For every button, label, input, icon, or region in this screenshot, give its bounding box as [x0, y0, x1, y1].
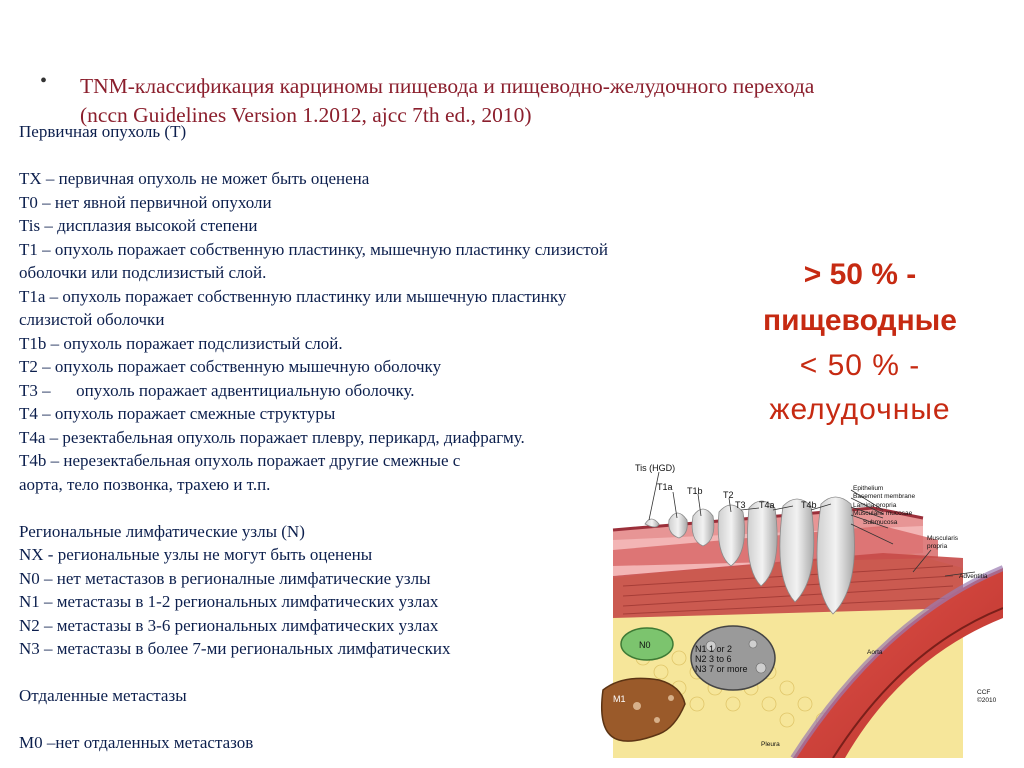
label-submucosa: Submucosa [863, 519, 898, 526]
t0-line: T0 – нет явной первичной опухоли [19, 192, 272, 212]
title-line-1: TNM-классификация карциномы пищевода и пищеводно-желудочного перехода [80, 74, 815, 98]
label-muscularis-propria-1: Muscularis [927, 535, 959, 542]
label-epithelium: Epithelium [853, 485, 884, 492]
t4-line: T4 – опухоль поражает смежные структуры [19, 404, 336, 423]
t4b-line-b: аорта, тело позвонка, трахею и т.п. [19, 474, 271, 494]
label-lamina-propria: Lamina propria [853, 502, 897, 509]
label-adventitia: Adventitia [959, 573, 988, 580]
t1a-line-b: слизистой оболочки [19, 310, 165, 329]
t1b-line: T1b – опухоль поражает подслизистый слой. [19, 333, 343, 353]
label-basement-membrane: Basement membrane [853, 493, 916, 500]
label-t2: T2 [723, 490, 734, 500]
label-t3: T3 [735, 500, 746, 510]
nx-line: NX - региональные узлы не могут быть оценены [19, 545, 373, 564]
staging-diagram [583, 458, 1003, 758]
label-aorta: Aorta [867, 649, 883, 656]
n1-line: N1 – метастазы в 1-2 региональных лимфатических узлах [19, 592, 439, 611]
label-tis: Tis (HGD) [635, 463, 676, 473]
callout-esophageal-label: пищеводные [762, 304, 957, 337]
t3-line: T3 – опухоль поражает адвентициальную оболочку. [19, 380, 415, 400]
label-m1: M1 [613, 694, 626, 704]
label-muscularis-propria-2: propria [927, 543, 948, 550]
m0-line: M0 –нет отдаленных метастазов [19, 733, 254, 752]
label-n2: N2 3 to 6 [695, 654, 732, 664]
regional-nodes-header: Региональные лимфатические узлы (N) [19, 521, 305, 541]
label-t1a: T1a [657, 482, 673, 492]
label-ccf: CCF [977, 689, 991, 696]
distant-metastases-header: Отдаленные метастазы [19, 686, 187, 705]
label-n0: N0 [639, 640, 651, 650]
label-n3: N3 7 or more [695, 664, 748, 674]
label-ccf-year: ©2010 [977, 697, 997, 704]
label-t1b: T1b [687, 486, 703, 496]
n2-line: N2 – метастазы в 3-6 региональных лимфатических узлах [19, 615, 439, 635]
label-muscularis-mucosae: Muscularis mucosae [853, 510, 913, 517]
label-t4a: T4a [759, 500, 775, 510]
spacer [19, 144, 819, 168]
tis-line: Tis – дисплазия высокой степени [19, 216, 258, 235]
t4a-line: T4a – резектабельная опухоль поражает плевру, перикард, диафрагму. [19, 427, 525, 447]
primary-tumor-header: Первичная опухоль (T) [19, 122, 187, 141]
label-n1: N1 1 or 2 [695, 644, 733, 654]
n0-line: N0 – нет метастазов в регионалные лимфатические узлы [19, 568, 431, 588]
callout-esophageal-percent: > 50 % - [803, 258, 917, 291]
t1-line-a: T1 – опухоль поражает собственную пластинку, мышечную пластинку слизистой [19, 239, 608, 259]
title-line-2: (nccn Guidelines Version 1.2012, ajcc 7th ed., 2010) [80, 103, 532, 127]
t1a-line-a: T1a – опухоль поражает собственную пластинку или мышечную пластинку [19, 286, 567, 306]
t4b-line-a: T4b – нерезектабельная опухоль поражает другие смежные с [19, 451, 461, 470]
callout-gastric-label: желудочные [769, 393, 951, 426]
tx-line: TX – первичная опухоль не может быть оценена [19, 169, 370, 188]
callout-gastric-percent: < 50 % - [799, 349, 921, 382]
t2-line: T2 – опухоль поражает собственную мышечную оболочку [19, 357, 442, 376]
label-t4b: T4b [801, 500, 817, 510]
t1-line-b: оболочки или подслизистый слой. [19, 263, 267, 282]
percentage-callout [735, 252, 985, 432]
n3-line: N3 – метастазы в более 7-ми региональных лимфатических [19, 639, 451, 658]
bullet-icon: • [40, 70, 48, 92]
label-pleura: Pleura [761, 741, 780, 748]
